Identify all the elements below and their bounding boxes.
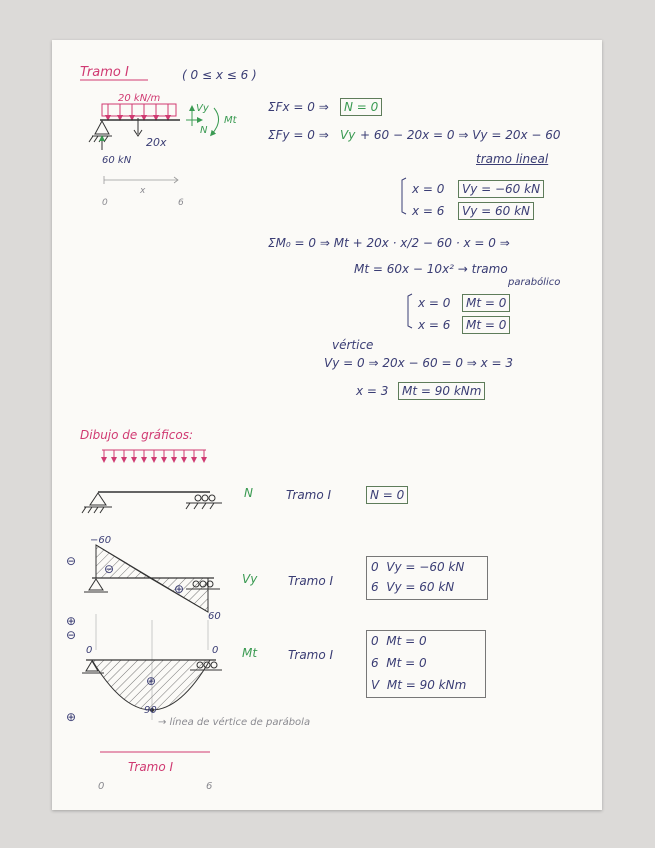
moment-eval-m0: Mt = 0 (462, 294, 510, 312)
footer-start: 0 (98, 781, 105, 792)
n-diagram-label: N (244, 486, 253, 500)
mt-row-0: 0 Mt = 0 (371, 634, 427, 648)
moment-brace (408, 294, 412, 328)
margin-sign-negative-a: ⊖ (66, 554, 77, 568)
fbd-end-label: 6 (178, 198, 184, 208)
mt-row-vertex: V Mt = 90 kNm (371, 678, 467, 692)
domain-range: ( 0 ≤ x ≤ 6 ) (182, 68, 257, 82)
diagram-load (102, 450, 206, 460)
eq-sum-fy-rest: + 60 − 20x = 0 ⇒ Vy = 20x − 60 (360, 128, 561, 142)
fbd-x-label: x (140, 186, 146, 196)
vertex-value: Mt = 90 kNm (398, 382, 485, 400)
n-diagram-value: N = 0 (366, 486, 408, 504)
vy-row-0: 0 Vy = −60 kN (371, 560, 465, 574)
mt-sign-positive: ⊕ (146, 674, 157, 688)
eq-sum-m: ΣM₀ = 0 ⇒ Mt + 20x · x/2 − 60 · x = 0 ⇒ (268, 236, 510, 250)
fbd-resultant-label: 20x (146, 136, 167, 149)
shear-note: tramo lineal (476, 152, 549, 166)
mt-zero-left: 0 (86, 645, 93, 656)
fbd-load-label: 20 kN/m (118, 93, 161, 104)
vy-row-6: 6 Vy = 60 kN (371, 580, 455, 594)
margin-sign-positive-b: ⊕ (66, 710, 77, 724)
mt-zero-right: 0 (212, 645, 219, 656)
eq-vy-symbol: Vy (340, 128, 356, 142)
vertex-x: x = 3 (356, 384, 389, 398)
fbd-n-label: N (200, 125, 208, 136)
margin-sign-positive-a: ⊕ (66, 614, 77, 628)
shear-eval-x0: x = 0 (412, 182, 445, 196)
vertex-equation: Vy = 0 ⇒ 20x − 60 = 0 ⇒ x = 3 (324, 356, 514, 370)
vy-values-box (366, 556, 488, 600)
fbd-mt-label: Mt (224, 115, 237, 126)
fbd-reaction-label: 60 kN (102, 155, 132, 166)
mt-peak-value: 90 (144, 705, 157, 716)
vy-plus-value: 60 (208, 611, 221, 622)
vy-diagram-tramo: Tramo I (288, 574, 334, 588)
vy-diagram-label: Vy (242, 572, 258, 586)
eq-n-result: N = 0 (340, 98, 382, 116)
n-diagram-tramo: Tramo I (286, 488, 332, 502)
fbd-start-label: 0 (102, 198, 108, 208)
mt-values-box (366, 630, 486, 698)
vy-minus-value: −60 (90, 535, 112, 546)
vy-sign-positive: ⊕ (174, 582, 185, 596)
shear-diagram (84, 545, 220, 612)
shear-eval-v0: Vy = −60 kN (458, 180, 544, 198)
vy-sign-negative: ⊖ (104, 562, 115, 576)
normal-beam (82, 492, 222, 513)
vertex-label: vértice (332, 338, 374, 352)
shear-eval-x6: x = 6 (412, 204, 445, 218)
diagrams-title: Dibujo de gráficos: (80, 428, 193, 442)
mt-row-6: 6 Mt = 0 (371, 656, 427, 670)
section-title: Tramo I (80, 65, 129, 80)
mt-diagram-tramo: Tramo I (288, 648, 334, 662)
eq-mt: Mt = 60x − 10x² → tramo (354, 262, 508, 276)
moment-eval-m6: Mt = 0 (462, 316, 510, 334)
shear-brace (402, 178, 406, 214)
moment-eval-x6: x = 6 (418, 318, 451, 332)
eq-mt-note: parabólico (508, 277, 561, 288)
shear-eval-v6: Vy = 60 kN (458, 202, 534, 220)
fbd-vy-label: Vy (196, 103, 209, 114)
footer-end: 6 (206, 781, 213, 792)
footer-tramo: Tramo I (128, 760, 174, 774)
eq-sum-fy: ΣFy = 0 ⇒ (268, 128, 329, 142)
margin-sign-negative-b: ⊖ (66, 628, 77, 642)
eq-sum-fx: ΣFx = 0 ⇒ (268, 100, 329, 114)
mt-diagram-label: Mt (242, 646, 258, 660)
moment-eval-x0: x = 0 (418, 296, 451, 310)
mt-vertex-note: → línea de vértice de parábola (158, 717, 311, 728)
